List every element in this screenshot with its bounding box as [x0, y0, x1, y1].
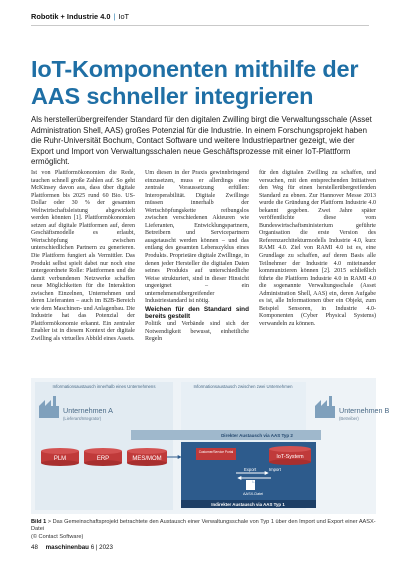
system-plm	[41, 448, 79, 466]
system-iot	[269, 446, 311, 465]
body-subheading: Weichen für den Standard sind bereits gestellt	[145, 305, 249, 321]
issue-number: 6 | 2023	[90, 544, 113, 551]
body-paragraph: für den digitalen Zwilling zu schaffen, und versuchen, mit den entsprechenden Initiativen den Weg für einen herstellerübergreifenden Standard zu ebnen. Zur Hannover Messe 2013 wurde die Gründung der Plattform Industrie 4.0 bekannt gegeben. Zwei Jahre später veröffentlichte diese vom Bundeswirtschaftsministerium geführte Organisation die erste Version des Referenzarchitekturmodells Industrie 4.0, kurz RAMI 4.0. Ziel von RAMI 4.0 ist es, eine Grundlage zu schaffen, auf deren Basis alle Teilnehmer der Industrie 4.0 miteinander kommunizieren können [2]. 2015 schließlich führte die Plattform Industrie 4.0 in RAMI 4.0 die sogenannte Verwaltungsschale (Asset Administration Shell, AAS) ein, deren Aufgabe es ist, alle Informationen über ein Objekt, zum Beispiel Sensoren, in Industrie 4.0-Komponenten (Cyber Physical Systems) verwandeln zu können.	[259, 170, 376, 327]
diagram-svg	[31, 378, 390, 514]
zone-a-label: Informationsaustausch innerhalb eines Unternehmens	[52, 384, 156, 389]
rubric-topic: IoT	[118, 12, 130, 21]
aasx-file-icon	[246, 480, 255, 490]
magazine-name: maschinenbau	[45, 544, 89, 551]
system-erp-label: ERP	[96, 456, 110, 462]
company-b-label: Unternehmen B	[339, 406, 390, 415]
page-footer	[31, 544, 113, 551]
headline-line-1: IoT-Komponenten mithilfe der	[31, 56, 359, 82]
figure-caption	[31, 519, 376, 541]
export-label: Export	[244, 467, 257, 472]
page-number: 48	[31, 544, 38, 551]
caption-text: Das Gemeinschaftsprojekt betrachtete den Austausch einer Verwaltungsschale von Typ 1 über den Import und Export einer AASX-Datei	[31, 519, 376, 533]
system-mes-mom-label: MES/MOM	[132, 456, 162, 462]
indirect-exchange-label: Indirekter Austausch via AAS Typ 1	[211, 502, 285, 507]
article-headline	[31, 56, 376, 110]
section-rubric	[31, 12, 129, 21]
system-erp	[84, 448, 122, 466]
rubric-rule	[31, 25, 369, 26]
company-a-sublabel: (Lieferant/Integrator)	[63, 416, 102, 421]
portal-label: Customer/Service Portal	[198, 450, 234, 454]
company-b-sublabel: (Betreiber)	[339, 416, 359, 421]
direct-exchange-label: Direkter Austausch via AAS Typ 2	[221, 433, 293, 438]
zone-mid-label: Informationsaustausch zwischen zwei Unternehmen	[193, 384, 293, 389]
caption-label: Bild 1	[31, 519, 47, 525]
rubric-divider: |	[113, 12, 116, 21]
caption-credit: (© Contact Software)	[31, 533, 84, 540]
company-a-label: Unternehmen A	[63, 406, 113, 415]
system-iot-label: IoT-System	[276, 454, 304, 460]
body-paragraph: Politik und Verbände sind sich der Notwendigkeit bewusst, einheitliche Regeln	[145, 321, 249, 343]
rubric-section: Robotik + Industrie 4.0	[31, 12, 111, 21]
headline-line-2: AAS schneller integrieren	[31, 83, 314, 109]
body-column-2	[145, 170, 249, 344]
figure-aas-exchange-diagram	[31, 378, 390, 514]
body-paragraph: Ist von Plattformökonomien die Rede, tauchen schnell große Zahlen auf. So geht McKinsey davon aus, dass über digitale Plattformen bis 2025 rund 60 Bio. US-Dollar oder 30 % der gesamten Weltwirtschaftsleistung abgewickelt werden könnten [1]. Plattformökonomien setzen auf digitale Plattformen auf, deren Geschäftsmodelle es erlaubt, Wertschöpfung zwischen unterschiedlichen Partnern zu generieren. Die Plattform fungiert als Vermittler. Das Produkt selbst spielt dabei nur noch eine untergeordnete Rolle: Plattformen und die damit verbundenen Netzwerke schaffen neue Möglichkeiten für die Interaktion zwischen Einzelnen, Unternehmen und deren Lieferanten – auch im B2B-Bereich wie dem Maschinen- und Anlagenbau. Die Industrie hat das Potenzial der Plattformökonomie erkannt. Ein zentraler Enabler ist in diesem Kontext der digitale Zwilling als virtuelles Abbild eines Assets.	[31, 170, 135, 343]
system-plm-label: PLM	[53, 456, 67, 462]
caption-arrow: >	[47, 519, 52, 525]
body-column-1	[31, 170, 135, 344]
body-paragraph: Um diesen in der Praxis gewinnbringend einzusetzen, muss er allerdings eine zentrale Voraussetzung erfüllen: Interoperabilität. Digitale Zwillinge müssen innerhalb der Wertschöpfungskette reibungslos zwischen verschiedenen Akteuren wie Lieferanten, Entwicklungspartnern, Betreibern und Servicepartnern ausgetauscht werden können – und das entlang des gesamten Lebenszyklus eines Produkts. Proprietäre digitale Zwillinge, in denen jeder Hersteller die digitalen Daten seines Produkts auf unterschiedliche Weise strukturiert, sind in dieser Hinsicht ungeeignet – ein unternehmensübergreifender Industriestandard ist nötig.	[145, 170, 249, 305]
article-lead: Als herstellerübergreifender Standard für den digitalen Zwilling birgt die Verwaltungsschale (Asset Administration Shell, AAS) großes Potenzial für die Industrie. In einem Forschungsprojekt haben die Ruhr-Universität Bochum, Contact Software und weitere Industriepartner gezeigt, wie der Export und Import von Verwaltungsschalen neue Geschäftsprozesse mit einer IoT-Plattform ermöglicht.	[31, 115, 372, 167]
system-mes-mom	[127, 448, 167, 466]
body-column-3	[259, 170, 376, 328]
aasx-label: AASX-Datei	[243, 492, 264, 496]
import-label: Import	[269, 467, 281, 472]
